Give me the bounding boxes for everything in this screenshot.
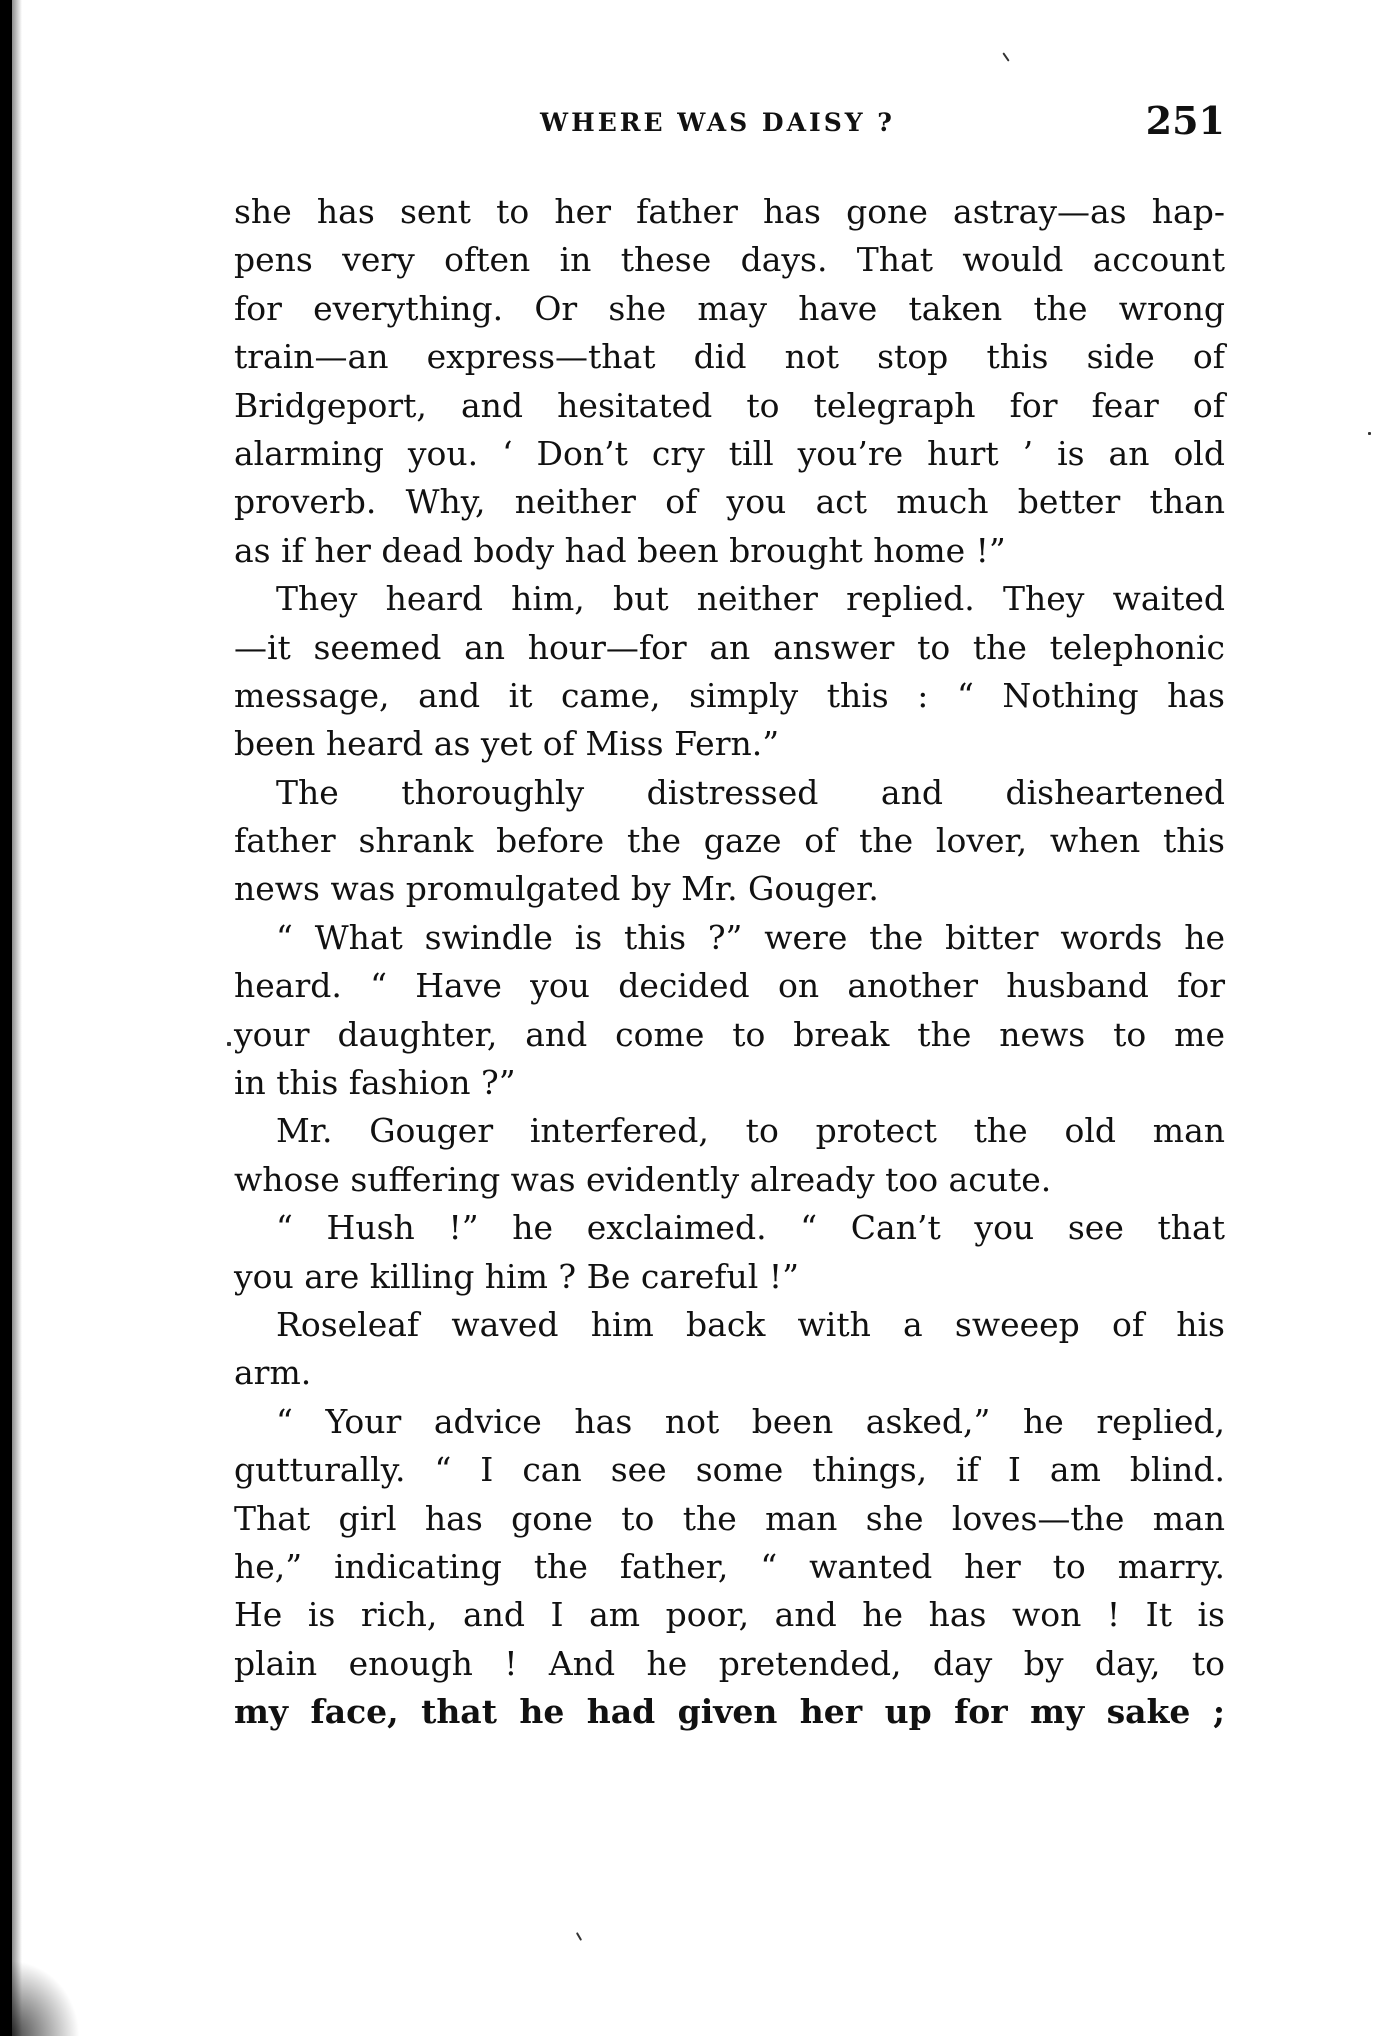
text-line: The thoroughly distressed and disheartened [276, 772, 1225, 812]
text-line: gutturally. “ I can see some things, if I am blind. [234, 1450, 1225, 1490]
binding-shadow [12, 0, 22, 2036]
text-line: your daughter, and come to break the news to me [234, 1014, 1225, 1054]
text-line: train—an express—that did not stop this side of [234, 337, 1225, 377]
paper-speck [1002, 52, 1009, 61]
text-line: as if her dead body had been brought home !” [234, 530, 1006, 570]
ink-smudge [10, 1960, 80, 2036]
paper-speck [227, 1042, 231, 1046]
page-header [240, 98, 1225, 148]
text-line: “ What swindle is this ?” were the bitter words he [276, 917, 1225, 957]
paper-speck [1368, 432, 1371, 435]
text-line: arm. [234, 1353, 312, 1393]
page-number: 251 [1145, 98, 1225, 143]
running-title: WHERE WAS DAISY ? [540, 108, 895, 137]
text-line: he,” indicating the father, “ wanted her to marry. [234, 1546, 1225, 1586]
text-line: heard. “ Have you decided on another husband for [234, 966, 1225, 1006]
text-line: she has sent to her father has gone astray—as hap- [234, 192, 1225, 231]
body-text [234, 188, 1225, 1737]
text-line: proverb. Why, neither of you act much better than [234, 482, 1225, 522]
text-line: Roseleaf waved him back with a sweeep of his [276, 1304, 1225, 1344]
text-line: They heard him, but neither replied. They waited [276, 579, 1225, 619]
text-line: you are killing him ? Be careful !” [234, 1256, 799, 1296]
text-line: Bridgeport, and hesitated to telegraph for fear of [234, 385, 1225, 425]
text-line: “ Your advice has not been asked,” he replied, [276, 1401, 1225, 1441]
text-line: my face, that he had given her up for my sake ; [234, 1692, 1225, 1732]
text-line: for everything. Or she may have taken the wrong [234, 288, 1225, 328]
text-line: in this fashion ?” [234, 1063, 516, 1103]
text-line: plain enough ! And he pretended, day by day, to [234, 1643, 1225, 1683]
text-line: message, and it came, simply this : “ Nothing has [234, 675, 1225, 715]
text-line: been heard as yet of Miss Fern.” [234, 724, 780, 764]
binding-edge [0, 0, 12, 2036]
text-line: That girl has gone to the man she loves—the man [234, 1498, 1225, 1538]
text-line: news was promulgated by Mr. Gouger. [234, 869, 879, 909]
text-line: father shrank before the gaze of the lover, when this [234, 821, 1225, 861]
text-line: whose suffering was evidently already too acute. [234, 1159, 1052, 1199]
text-line: He is rich, and I am poor, and he has won ! It is [234, 1595, 1225, 1635]
text-line: “ Hush !” he exclaimed. “ Can’t you see that [276, 1208, 1225, 1248]
paper-speck [576, 1932, 582, 1941]
text-line: alarming you. ‘ Don’t cry till you’re hurt ’ is an old [234, 433, 1225, 473]
text-line: Mr. Gouger interfered, to protect the old man [276, 1111, 1225, 1151]
text-line: pens very often in these days. That would account [234, 240, 1225, 280]
text-line: —it seemed an hour—for an answer to the telephonic [234, 627, 1225, 667]
